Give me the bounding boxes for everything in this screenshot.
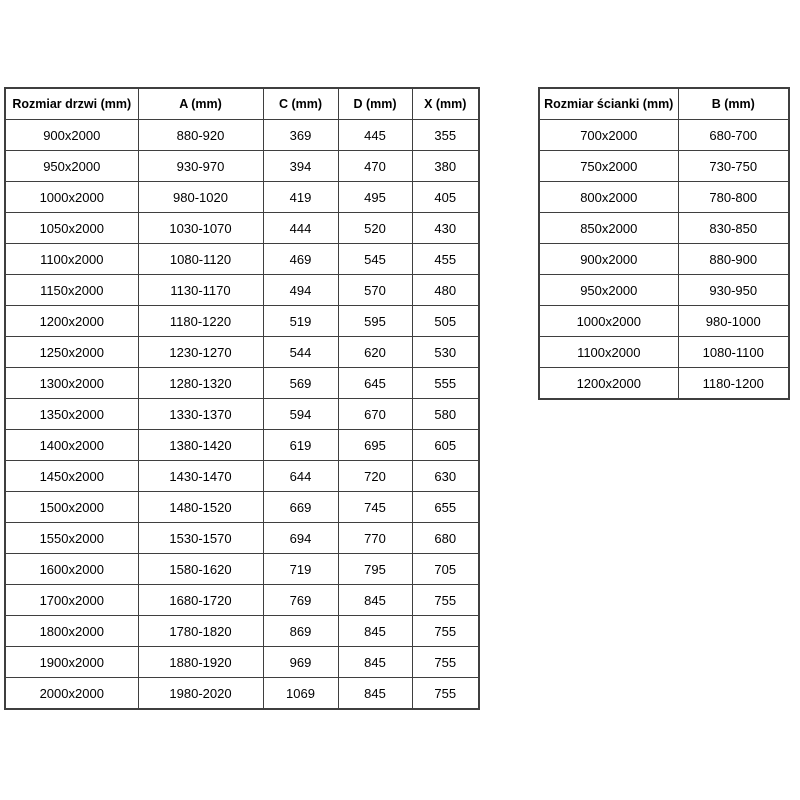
table-cell: 950x2000: [5, 151, 138, 182]
table-cell: 1230-1270: [138, 337, 263, 368]
table-row: [5, 647, 479, 678]
table-cell: 755: [412, 585, 479, 616]
table-row: [539, 151, 789, 182]
door-sizes-table: [4, 87, 480, 710]
table-cell: 795: [338, 554, 412, 585]
table-cell: 900x2000: [539, 244, 678, 275]
table-cell: 1800x2000: [5, 616, 138, 647]
table-cell: 519: [263, 306, 338, 337]
table-cell: 1900x2000: [5, 647, 138, 678]
table-cell: 1200x2000: [539, 368, 678, 400]
table-cell: 845: [338, 647, 412, 678]
table-cell: 845: [338, 616, 412, 647]
table-row: [5, 430, 479, 461]
table-cell: 1180-1200: [678, 368, 789, 400]
table-row: [539, 275, 789, 306]
table-cell: 505: [412, 306, 479, 337]
table-cell: 755: [412, 647, 479, 678]
table-cell: 419: [263, 182, 338, 213]
wall-table-header-row: [539, 88, 789, 120]
table-cell: 680: [412, 523, 479, 554]
table-cell: 680-700: [678, 120, 789, 151]
table-cell: 1130-1170: [138, 275, 263, 306]
table-cell: 1530-1570: [138, 523, 263, 554]
table-cell: 1100x2000: [5, 244, 138, 275]
table-cell: 670: [338, 399, 412, 430]
table-cell: 530: [412, 337, 479, 368]
table-cell: 1450x2000: [5, 461, 138, 492]
table-row: [539, 120, 789, 151]
table-cell: 669: [263, 492, 338, 523]
table-cell: 800x2000: [539, 182, 678, 213]
table-cell: 545: [338, 244, 412, 275]
table-row: [539, 306, 789, 337]
table-cell: 644: [263, 461, 338, 492]
table-cell: 930-970: [138, 151, 263, 182]
table-cell: 2000x2000: [5, 678, 138, 710]
table-cell: 1069: [263, 678, 338, 710]
table-row: [5, 461, 479, 492]
table-row: [539, 244, 789, 275]
table-cell: 645: [338, 368, 412, 399]
table-cell: 705: [412, 554, 479, 585]
column-header: C (mm): [263, 88, 338, 120]
table-row: [5, 244, 479, 275]
table-cell: 1100x2000: [539, 337, 678, 368]
table-cell: 745: [338, 492, 412, 523]
table-cell: 755: [412, 678, 479, 710]
table-cell: 580: [412, 399, 479, 430]
table-cell: 769: [263, 585, 338, 616]
table-cell: 495: [338, 182, 412, 213]
table-cell: 969: [263, 647, 338, 678]
table-cell: 1350x2000: [5, 399, 138, 430]
table-row: [5, 337, 479, 368]
table-row: [539, 337, 789, 368]
table-cell: 1050x2000: [5, 213, 138, 244]
table-cell: 494: [263, 275, 338, 306]
table-cell: 1180-1220: [138, 306, 263, 337]
table-row: [5, 120, 479, 151]
table-cell: 694: [263, 523, 338, 554]
table-cell: 700x2000: [539, 120, 678, 151]
table-cell: 369: [263, 120, 338, 151]
table-cell: 1200x2000: [5, 306, 138, 337]
table-cell: 845: [338, 585, 412, 616]
table-cell: 555: [412, 368, 479, 399]
table-cell: 719: [263, 554, 338, 585]
table-cell: 695: [338, 430, 412, 461]
table-cell: 1000x2000: [539, 306, 678, 337]
table-cell: 750x2000: [539, 151, 678, 182]
table-cell: 1580-1620: [138, 554, 263, 585]
table-cell: 520: [338, 213, 412, 244]
table-cell: 770: [338, 523, 412, 554]
table-cell: 480: [412, 275, 479, 306]
table-cell: 1500x2000: [5, 492, 138, 523]
table-cell: 1030-1070: [138, 213, 263, 244]
table-cell: 470: [338, 151, 412, 182]
wall-sizes-table: [538, 87, 790, 400]
table-cell: 1330-1370: [138, 399, 263, 430]
table-cell: 445: [338, 120, 412, 151]
table-cell: 950x2000: [539, 275, 678, 306]
table-cell: 1000x2000: [5, 182, 138, 213]
table-cell: 455: [412, 244, 479, 275]
table-cell: 1680-1720: [138, 585, 263, 616]
table-cell: 980-1020: [138, 182, 263, 213]
column-header: D (mm): [338, 88, 412, 120]
table-cell: 830-850: [678, 213, 789, 244]
table-row: [5, 616, 479, 647]
table-cell: 394: [263, 151, 338, 182]
table-cell: 869: [263, 616, 338, 647]
table-row: [539, 368, 789, 400]
table-cell: 595: [338, 306, 412, 337]
table-row: [5, 275, 479, 306]
column-header: Rozmiar drzwi (mm): [5, 88, 138, 120]
table-cell: 594: [263, 399, 338, 430]
table-cell: 730-750: [678, 151, 789, 182]
table-cell: 845: [338, 678, 412, 710]
table-cell: 619: [263, 430, 338, 461]
table-cell: 1400x2000: [5, 430, 138, 461]
table-row: [5, 368, 479, 399]
table-row: [5, 678, 479, 710]
table-cell: 900x2000: [5, 120, 138, 151]
table-cell: 720: [338, 461, 412, 492]
table-cell: 544: [263, 337, 338, 368]
table-cell: 1250x2000: [5, 337, 138, 368]
table-row: [539, 213, 789, 244]
table-cell: 405: [412, 182, 479, 213]
table-cell: 1430-1470: [138, 461, 263, 492]
table-cell: 569: [263, 368, 338, 399]
table-row: [5, 585, 479, 616]
table-row: [5, 182, 479, 213]
table-cell: 755: [412, 616, 479, 647]
table-row: [5, 213, 479, 244]
table-row: [5, 151, 479, 182]
column-header: B (mm): [678, 88, 789, 120]
table-cell: 1550x2000: [5, 523, 138, 554]
table-cell: 1280-1320: [138, 368, 263, 399]
table-row: [5, 554, 479, 585]
table-cell: 930-950: [678, 275, 789, 306]
table-cell: 430: [412, 213, 479, 244]
table-cell: 444: [263, 213, 338, 244]
table-row: [539, 182, 789, 213]
table-cell: 1150x2000: [5, 275, 138, 306]
table-cell: 880-920: [138, 120, 263, 151]
table-cell: 355: [412, 120, 479, 151]
table-cell: 780-800: [678, 182, 789, 213]
table-row: [5, 306, 479, 337]
table-row: [5, 399, 479, 430]
table-row: [5, 523, 479, 554]
table-cell: 850x2000: [539, 213, 678, 244]
door-table-header-row: [5, 88, 479, 120]
table-cell: 570: [338, 275, 412, 306]
table-cell: 1700x2000: [5, 585, 138, 616]
column-header: Rozmiar ścianki (mm): [539, 88, 678, 120]
table-cell: 630: [412, 461, 479, 492]
column-header: A (mm): [138, 88, 263, 120]
table-cell: 1080-1100: [678, 337, 789, 368]
table-row: [5, 492, 479, 523]
table-cell: 1600x2000: [5, 554, 138, 585]
table-cell: 1880-1920: [138, 647, 263, 678]
table-cell: 1980-2020: [138, 678, 263, 710]
table-cell: 980-1000: [678, 306, 789, 337]
table-cell: 655: [412, 492, 479, 523]
table-cell: 469: [263, 244, 338, 275]
table-cell: 1780-1820: [138, 616, 263, 647]
table-cell: 605: [412, 430, 479, 461]
table-cell: 1480-1520: [138, 492, 263, 523]
table-cell: 1080-1120: [138, 244, 263, 275]
table-cell: 380: [412, 151, 479, 182]
table-cell: 1380-1420: [138, 430, 263, 461]
table-cell: 1300x2000: [5, 368, 138, 399]
table-cell: 620: [338, 337, 412, 368]
column-header: X (mm): [412, 88, 479, 120]
table-cell: 880-900: [678, 244, 789, 275]
